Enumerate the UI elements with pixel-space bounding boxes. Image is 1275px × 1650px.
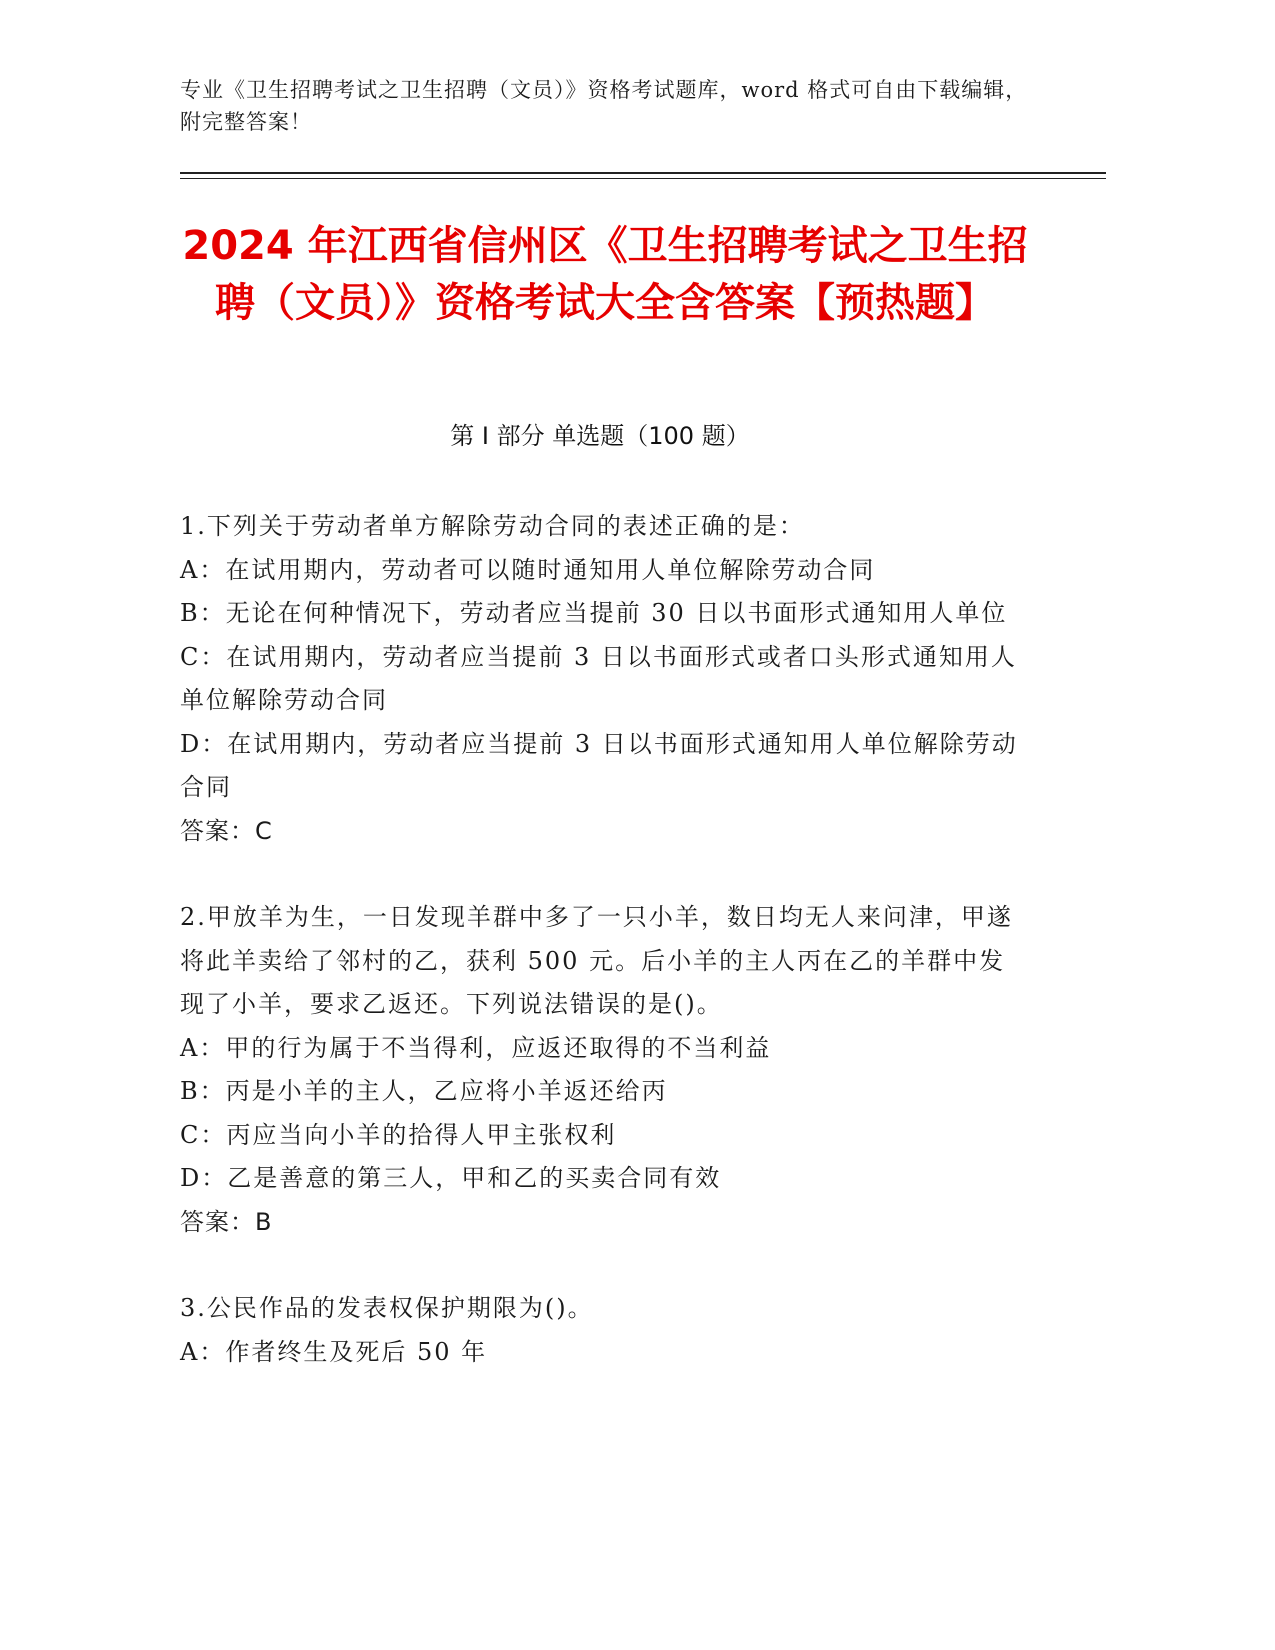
option-b: B：无论在何种情况下，劳动者应当提前 30 日以书面形式通知用人单位	[180, 599, 1008, 627]
option-a: A：作者终生及死后 50 年	[180, 1337, 488, 1366]
option-c: C：丙应当向小羊的拾得人甲主张权利	[180, 1120, 617, 1149]
header-divider-thick	[180, 172, 1106, 174]
question-stem: 3.公民作品的发表权保护期限为()。	[180, 1294, 594, 1322]
option-a: A：甲的行为属于不当得利，应返还取得的不当利益	[180, 1033, 772, 1062]
document-title: 2024 年江西省信州区《卫生招聘考试之卫生招聘（文员）》资格考试大全含答案【预热题】	[182, 223, 1028, 326]
option-c: C：在试用期内，劳动者应当提前 3 日以书面形式或者口头形式通知用人单位解除劳动合同	[180, 642, 1017, 714]
option-a: A：在试用期内，劳动者可以随时通知用人单位解除劳动合同	[180, 555, 876, 584]
option-d: D：在试用期内，劳动者应当提前 3 日以书面形式通知用人单位解除劳动合同	[180, 729, 1018, 801]
question-1	[180, 505, 1030, 853]
question-list	[180, 505, 1030, 1374]
question-stem: 1.下列关于劳动者单方解除劳动合同的表述正确的是：	[180, 512, 805, 540]
option-b: B：丙是小羊的主人，乙应将小羊返还给丙	[180, 1077, 668, 1105]
question-stem: 2.甲放羊为生，一日发现羊群中多了一只小羊，数日均无人来问津，甲遂将此羊卖给了邻村的乙，获利 500 元。后小羊的主人丙在乙的羊群中发现了小羊，要求乙返还。下列说法错误的是()。	[180, 903, 1013, 1018]
option-d: D：乙是善意的第三人，甲和乙的买卖合同有效	[180, 1164, 722, 1192]
question-2	[180, 896, 1030, 1244]
answer-label: 答案：C	[180, 816, 273, 845]
section-title: 第 I 部分 单选题（100 题）	[450, 422, 750, 450]
header-divider-thin	[180, 178, 1106, 179]
answer-label: 答案：B	[180, 1207, 273, 1236]
header-note: 专业《卫生招聘考试之卫生招聘（文员）》资格考试题库，word 格式可自由下载编辑，附完整答案！	[180, 78, 1028, 134]
question-3	[180, 1287, 1030, 1374]
